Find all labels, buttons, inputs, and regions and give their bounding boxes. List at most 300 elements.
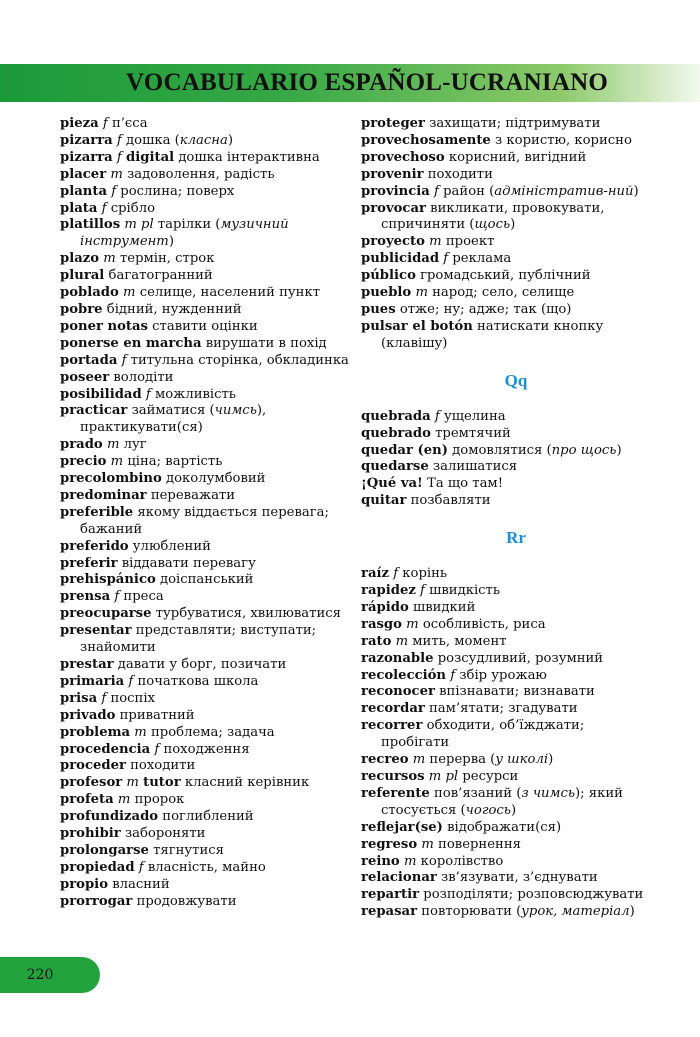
grammar-label: f — [102, 116, 108, 131]
headword: posibilidad — [60, 386, 142, 402]
translation: селище, населений пункт — [135, 285, 320, 301]
headword: plural — [60, 268, 105, 284]
dictionary-entry — [60, 268, 350, 285]
dictionary-entry — [60, 758, 350, 775]
translation: давати у борг, позичати — [113, 657, 287, 672]
translation: з користю, корисно — [490, 132, 632, 148]
headword: proteger — [361, 116, 426, 131]
translation: дошка ( — [121, 132, 180, 148]
translation: впізнавати; визнавати — [434, 684, 595, 700]
dictionary-entry — [60, 623, 350, 657]
dictionary-entry — [60, 150, 350, 167]
headword: plata — [60, 200, 98, 216]
headword: preocuparse — [60, 606, 152, 622]
headword: reconocer — [361, 684, 435, 700]
headword: quebrada — [361, 408, 431, 424]
dictionary-entry — [60, 285, 350, 302]
dictionary-entry — [361, 459, 651, 476]
dictionary-entry — [361, 184, 651, 201]
grammar-label: m — [406, 616, 419, 632]
translation: позбавляти — [406, 493, 491, 509]
translation: якому віддається перевага; бажаний — [80, 504, 329, 537]
translation: викликати, провокувати, спричиняти ( — [381, 200, 605, 233]
translation: займатися ( — [127, 403, 215, 419]
grammar-label: f — [101, 200, 107, 216]
dictionary-entry — [60, 454, 350, 471]
usage-note: музичний інструмент — [80, 217, 289, 250]
headword: profesor — [60, 775, 123, 791]
translation: ) — [168, 234, 174, 250]
grammar-label: m — [415, 285, 428, 301]
translation: початкова школа — [133, 673, 259, 689]
headword: provincia — [361, 183, 430, 199]
headword: recorrer — [361, 718, 423, 734]
headword: razonable — [361, 650, 434, 666]
dictionary-entry — [361, 870, 651, 887]
dictionary-entry — [361, 769, 651, 786]
usage-note: урок, матеріал — [521, 904, 630, 920]
grammar-label: m — [110, 166, 123, 182]
translation: повторювати ( — [417, 904, 522, 920]
dictionary-entry — [361, 600, 651, 617]
headword: prado — [60, 437, 103, 453]
dictionary-entry — [361, 617, 651, 634]
headword: proyecto — [361, 234, 425, 250]
translation: ) — [633, 183, 639, 199]
headword: platillos — [60, 217, 121, 233]
translation: тарілки ( — [153, 217, 221, 233]
grammar-label: m — [412, 752, 426, 768]
translation: тремтячий — [430, 425, 511, 441]
headword: recreo — [361, 752, 409, 768]
headword: prolongarse — [60, 842, 149, 858]
dictionary-entry — [60, 184, 350, 201]
headword: rápido — [361, 599, 409, 615]
headword: repartir — [361, 887, 420, 903]
grammar-label: f — [138, 859, 144, 875]
translation: ); який стосується ( — [381, 785, 623, 818]
dictionary-entry — [60, 572, 350, 589]
dictionary-entry — [60, 488, 350, 505]
sub-headword: tutor — [143, 775, 181, 791]
dictionary-entry — [60, 302, 350, 319]
dictionary-entry — [60, 556, 350, 573]
translation: приватний — [115, 707, 195, 723]
dictionary-entry — [361, 904, 651, 921]
translation: тягнутися — [148, 842, 224, 858]
dictionary-entry — [361, 167, 651, 184]
headword: prorrogar — [60, 893, 133, 909]
headword: ¡Qué va! — [361, 476, 423, 492]
headword: prestar — [60, 657, 114, 672]
headword: prohibir — [60, 826, 121, 842]
dictionary-entry — [361, 426, 651, 443]
headword: prensa — [60, 589, 111, 605]
grammar-label: m — [429, 234, 442, 250]
dictionary-entry — [60, 657, 350, 674]
headword: recursos — [361, 769, 425, 784]
headword: rato — [361, 633, 392, 649]
grammar-label: f — [420, 583, 425, 599]
translation: походити — [423, 166, 493, 182]
sub-headword: digital — [126, 149, 175, 165]
translation: доколумбовий — [161, 471, 266, 487]
usage-note: чимсь — [214, 403, 257, 419]
dictionary-entry — [361, 493, 651, 510]
dictionary-entry — [361, 302, 651, 319]
dictionary-entry — [60, 606, 350, 623]
translation: можливість — [150, 386, 236, 402]
headword: privado — [60, 707, 116, 723]
dictionary-entry — [361, 752, 651, 769]
translation: домовлятися ( — [447, 442, 552, 458]
usage-note: адміністратив-ний — [494, 183, 634, 199]
headword: preferir — [60, 555, 118, 571]
dictionary-entry — [361, 837, 651, 854]
dictionary-entry — [60, 809, 350, 826]
section-heading-r: Rr — [506, 528, 526, 548]
dictionary-entry — [361, 701, 651, 718]
headword: provechosamente — [361, 132, 491, 148]
translation: ставити оцінки — [147, 318, 258, 334]
translation: забороняти — [120, 826, 206, 842]
dictionary-entry — [361, 887, 651, 904]
grammar-label: f — [111, 183, 117, 199]
headword: recolección — [361, 667, 447, 683]
dictionary-entry — [60, 691, 350, 708]
headword: preferido — [60, 538, 129, 554]
translation: мить, момент — [408, 633, 507, 649]
translation: поглиблений — [158, 809, 254, 825]
usage-note: про щось — [551, 442, 617, 458]
grammar-label: m pl — [124, 217, 154, 233]
dictionary-entry — [60, 387, 350, 404]
headword: repasar — [361, 904, 418, 920]
translation: проект — [441, 234, 495, 250]
translation: залишатися — [428, 459, 518, 475]
dictionary-entry — [60, 539, 350, 556]
translation: луг — [119, 437, 147, 453]
usage-note: щось — [474, 217, 511, 233]
translation: швидкий — [408, 599, 476, 615]
dictionary-entry — [361, 133, 651, 150]
headword: portada — [60, 352, 118, 368]
header-banner — [0, 64, 700, 102]
grammar-label: m — [421, 836, 434, 852]
dictionary-entry — [60, 133, 350, 150]
translation: реклама — [448, 251, 512, 267]
headword: prisa — [60, 690, 98, 706]
translation: переважати — [146, 487, 236, 503]
translation: повернення — [433, 836, 521, 852]
translation: п’єса — [107, 116, 148, 131]
translation: народ; село, селище — [427, 285, 575, 301]
dictionary-entry — [361, 583, 651, 600]
translation: володіти — [109, 369, 174, 385]
headword: problema — [60, 724, 131, 740]
translation: ) — [227, 132, 233, 148]
headword: propio — [60, 876, 108, 892]
dictionary-entry — [361, 234, 651, 251]
usage-note: у школі — [495, 752, 549, 768]
left-column — [60, 116, 350, 911]
translation: Та що там! — [422, 476, 503, 492]
headword: pizarra — [60, 132, 113, 148]
translation: збір урожаю — [455, 667, 547, 683]
headword: poseer — [60, 369, 110, 385]
entries-q — [361, 409, 651, 510]
dictionary-entry — [60, 589, 350, 606]
headword: pizarra — [60, 149, 113, 165]
dictionary-entry — [361, 820, 651, 837]
grammar-label: f — [116, 149, 122, 165]
headword: pueblo — [361, 285, 412, 301]
grammar-label: f — [154, 741, 160, 757]
grammar-label: m — [103, 251, 116, 267]
grammar-label: m — [134, 724, 147, 740]
headword: quedar (en) — [361, 442, 448, 458]
dictionary-entry — [361, 285, 651, 302]
headword: pobre — [60, 301, 103, 317]
dictionary-entry — [60, 505, 350, 539]
translation: віддавати перевагу — [117, 555, 256, 571]
grammar-label: f — [450, 667, 456, 683]
translation: громадський, публічний — [415, 268, 591, 284]
dictionary-entry — [361, 651, 651, 668]
dictionary-entry — [60, 792, 350, 809]
headword: placer — [60, 166, 107, 182]
translation: ) — [548, 752, 554, 768]
dictionary-entry — [60, 336, 350, 353]
dictionary-entry — [60, 201, 350, 218]
translation: район ( — [438, 183, 495, 199]
headword: recordar — [361, 701, 425, 717]
headword: relacionar — [361, 870, 437, 886]
translation: вирушати в похід — [201, 335, 327, 351]
headword: plazo — [60, 251, 100, 267]
headword: pieza — [60, 116, 99, 131]
headword: precio — [60, 454, 107, 470]
translation: задоволення, радість — [122, 166, 275, 182]
translation: багатогранний — [104, 268, 213, 284]
headword: rapidez — [361, 583, 416, 599]
dictionary-entry — [361, 268, 651, 285]
grammar-label: f — [145, 386, 151, 402]
dictionary-entry — [60, 826, 350, 843]
translation: бідний, нужденний — [102, 301, 242, 317]
grammar-label: m — [403, 853, 417, 869]
dictionary-entry — [60, 843, 350, 860]
translation: зв’язувати, з’єднувати — [436, 870, 598, 886]
translation: класний керівник — [180, 775, 310, 791]
translation: власний — [108, 876, 170, 892]
translation: особливість, риса — [418, 616, 546, 632]
translation: ресурси — [458, 769, 519, 784]
section-heading-q: Qq — [504, 370, 528, 390]
headword: propiedad — [60, 859, 135, 875]
translation: захищати; підтримувати — [425, 116, 601, 131]
translation: дошка інтерактивна — [174, 149, 320, 165]
headword: practicar — [60, 403, 128, 419]
grammar-label: f — [434, 408, 440, 424]
dictionary-entry — [361, 409, 651, 426]
dictionary-entry — [361, 443, 651, 460]
grammar-label: m — [117, 792, 131, 808]
translation: ціна; вартість — [123, 454, 223, 470]
translation: термін, строк — [115, 251, 215, 267]
translation: походження — [159, 741, 250, 757]
headword: ponerse en marcha — [60, 335, 202, 351]
dictionary-entry — [60, 894, 350, 911]
headword: pulsar el botón — [361, 318, 473, 334]
translation: пам’ятати; згадувати — [424, 701, 578, 717]
dictionary-entry — [60, 708, 350, 725]
translation: срібло — [106, 200, 156, 216]
translation: королівство — [416, 853, 504, 869]
headword: regreso — [361, 836, 418, 852]
dictionary-entry — [60, 860, 350, 877]
headword: quebrado — [361, 425, 431, 441]
translation: обходити, об’їжджати; пробігати — [381, 718, 585, 751]
usage-note: чогось — [465, 802, 511, 818]
grammar-label: m — [395, 633, 409, 649]
headword: proceder — [60, 758, 126, 774]
grammar-label: m — [106, 437, 120, 453]
headword: planta — [60, 183, 107, 199]
page-title: VOCABULARIO ESPAÑOL-UCRANIANO — [126, 69, 608, 96]
headword: primaria — [60, 673, 125, 689]
translation: титульна сторінка, обкладинка — [126, 352, 349, 368]
page-number-tab — [0, 957, 100, 993]
translation: власність, майно — [143, 859, 266, 875]
translation: натискати кнопку (клавішу) — [381, 318, 604, 351]
headword: rasgo — [361, 616, 402, 632]
entries-p-continued — [361, 116, 651, 353]
translation: корисний, вигідний — [444, 149, 587, 165]
dictionary-entry — [361, 634, 651, 651]
dictionary-entry — [361, 201, 651, 235]
translation: поспіх — [106, 690, 156, 706]
grammar-label: f — [443, 251, 449, 267]
translation: ущелина — [439, 408, 506, 424]
dictionary-entry — [361, 319, 651, 353]
grammar-label: f — [114, 589, 120, 605]
headword: predominar — [60, 487, 147, 503]
grammar-label: f — [101, 690, 107, 706]
grammar-label: f — [128, 673, 134, 689]
dictionary-entry — [361, 566, 651, 583]
translation: пророк — [130, 792, 185, 808]
grammar-label: m pl — [428, 769, 459, 784]
headword: raíz — [361, 566, 389, 582]
headword: reino — [361, 853, 400, 869]
dictionary-entry — [60, 319, 350, 336]
right-column — [361, 116, 651, 921]
translation: швидкість — [424, 583, 501, 599]
translation: ) — [511, 802, 517, 818]
headword: reflejar(se) — [361, 819, 443, 835]
dictionary-entry — [361, 251, 651, 268]
translation: розподіляти; розповсюджувати — [419, 887, 644, 903]
headword: provocar — [361, 200, 426, 216]
dictionary-entry — [60, 403, 350, 437]
headword: procedencia — [60, 741, 151, 757]
headword: pues — [361, 301, 396, 317]
grammar-label: f — [121, 352, 127, 368]
grammar-label: m — [126, 775, 139, 791]
headword: prehispánico — [60, 572, 156, 588]
dictionary-entry — [361, 718, 651, 752]
translation: ) — [510, 217, 516, 233]
dictionary-entry — [60, 437, 350, 454]
dictionary-entry — [60, 775, 350, 792]
dictionary-entry — [60, 353, 350, 370]
dictionary-entry — [60, 742, 350, 759]
headword: profeta — [60, 792, 114, 808]
usage-note: класна — [179, 132, 228, 148]
translation: походити — [125, 758, 196, 774]
translation: ), практикувати(ся) — [80, 403, 267, 436]
translation: улюблений — [128, 538, 211, 554]
grammar-label: f — [434, 183, 439, 199]
headword: referente — [361, 785, 430, 801]
dictionary-entry — [60, 877, 350, 894]
headword: poner notas — [60, 318, 148, 334]
dictionary-entry — [361, 150, 651, 167]
translation: рослина; поверх — [116, 183, 235, 199]
translation: отже; ну; адже; так (що) — [395, 301, 572, 317]
grammar-label: f — [393, 566, 399, 582]
translation: ) — [629, 904, 635, 920]
translation: турбуватися, хвилюватися — [151, 606, 341, 622]
grammar-label: f — [116, 132, 122, 148]
dictionary-entry — [60, 167, 350, 184]
headword: preferible — [60, 504, 134, 520]
dictionary-entry — [361, 116, 651, 133]
usage-note: з чимсь — [521, 785, 576, 801]
headword: poblado — [60, 285, 119, 301]
translation: відображати(ся) — [442, 819, 562, 835]
headword: público — [361, 268, 416, 284]
grammar-label: m — [123, 285, 136, 301]
translation: перерва ( — [425, 752, 496, 768]
translation: проблема; задача — [146, 724, 275, 740]
dictionary-entry — [361, 668, 651, 685]
headword: profundizado — [60, 809, 159, 825]
translation: преса — [119, 589, 164, 605]
translation: ) — [616, 442, 622, 458]
dictionary-entry — [361, 786, 651, 820]
dictionary-entry — [60, 251, 350, 268]
translation: розсудливий, розумний — [433, 650, 604, 666]
dictionary-entry — [60, 725, 350, 742]
headword: provenir — [361, 166, 424, 182]
translation: пов’язаний ( — [429, 785, 522, 801]
dictionary-entry — [60, 471, 350, 488]
headword: precolombino — [60, 471, 162, 487]
dictionary-entry — [60, 674, 350, 691]
dictionary-entry — [361, 476, 651, 493]
translation: продовжувати — [132, 893, 237, 909]
page-number: 220 — [26, 967, 54, 983]
grammar-label: m — [110, 454, 124, 470]
headword: presentar — [60, 623, 132, 639]
headword: quitar — [361, 493, 407, 509]
entries-r — [361, 566, 651, 921]
dictionary-entry — [60, 217, 350, 251]
translation: доіспанський — [155, 572, 254, 588]
dictionary-entry — [361, 854, 651, 871]
